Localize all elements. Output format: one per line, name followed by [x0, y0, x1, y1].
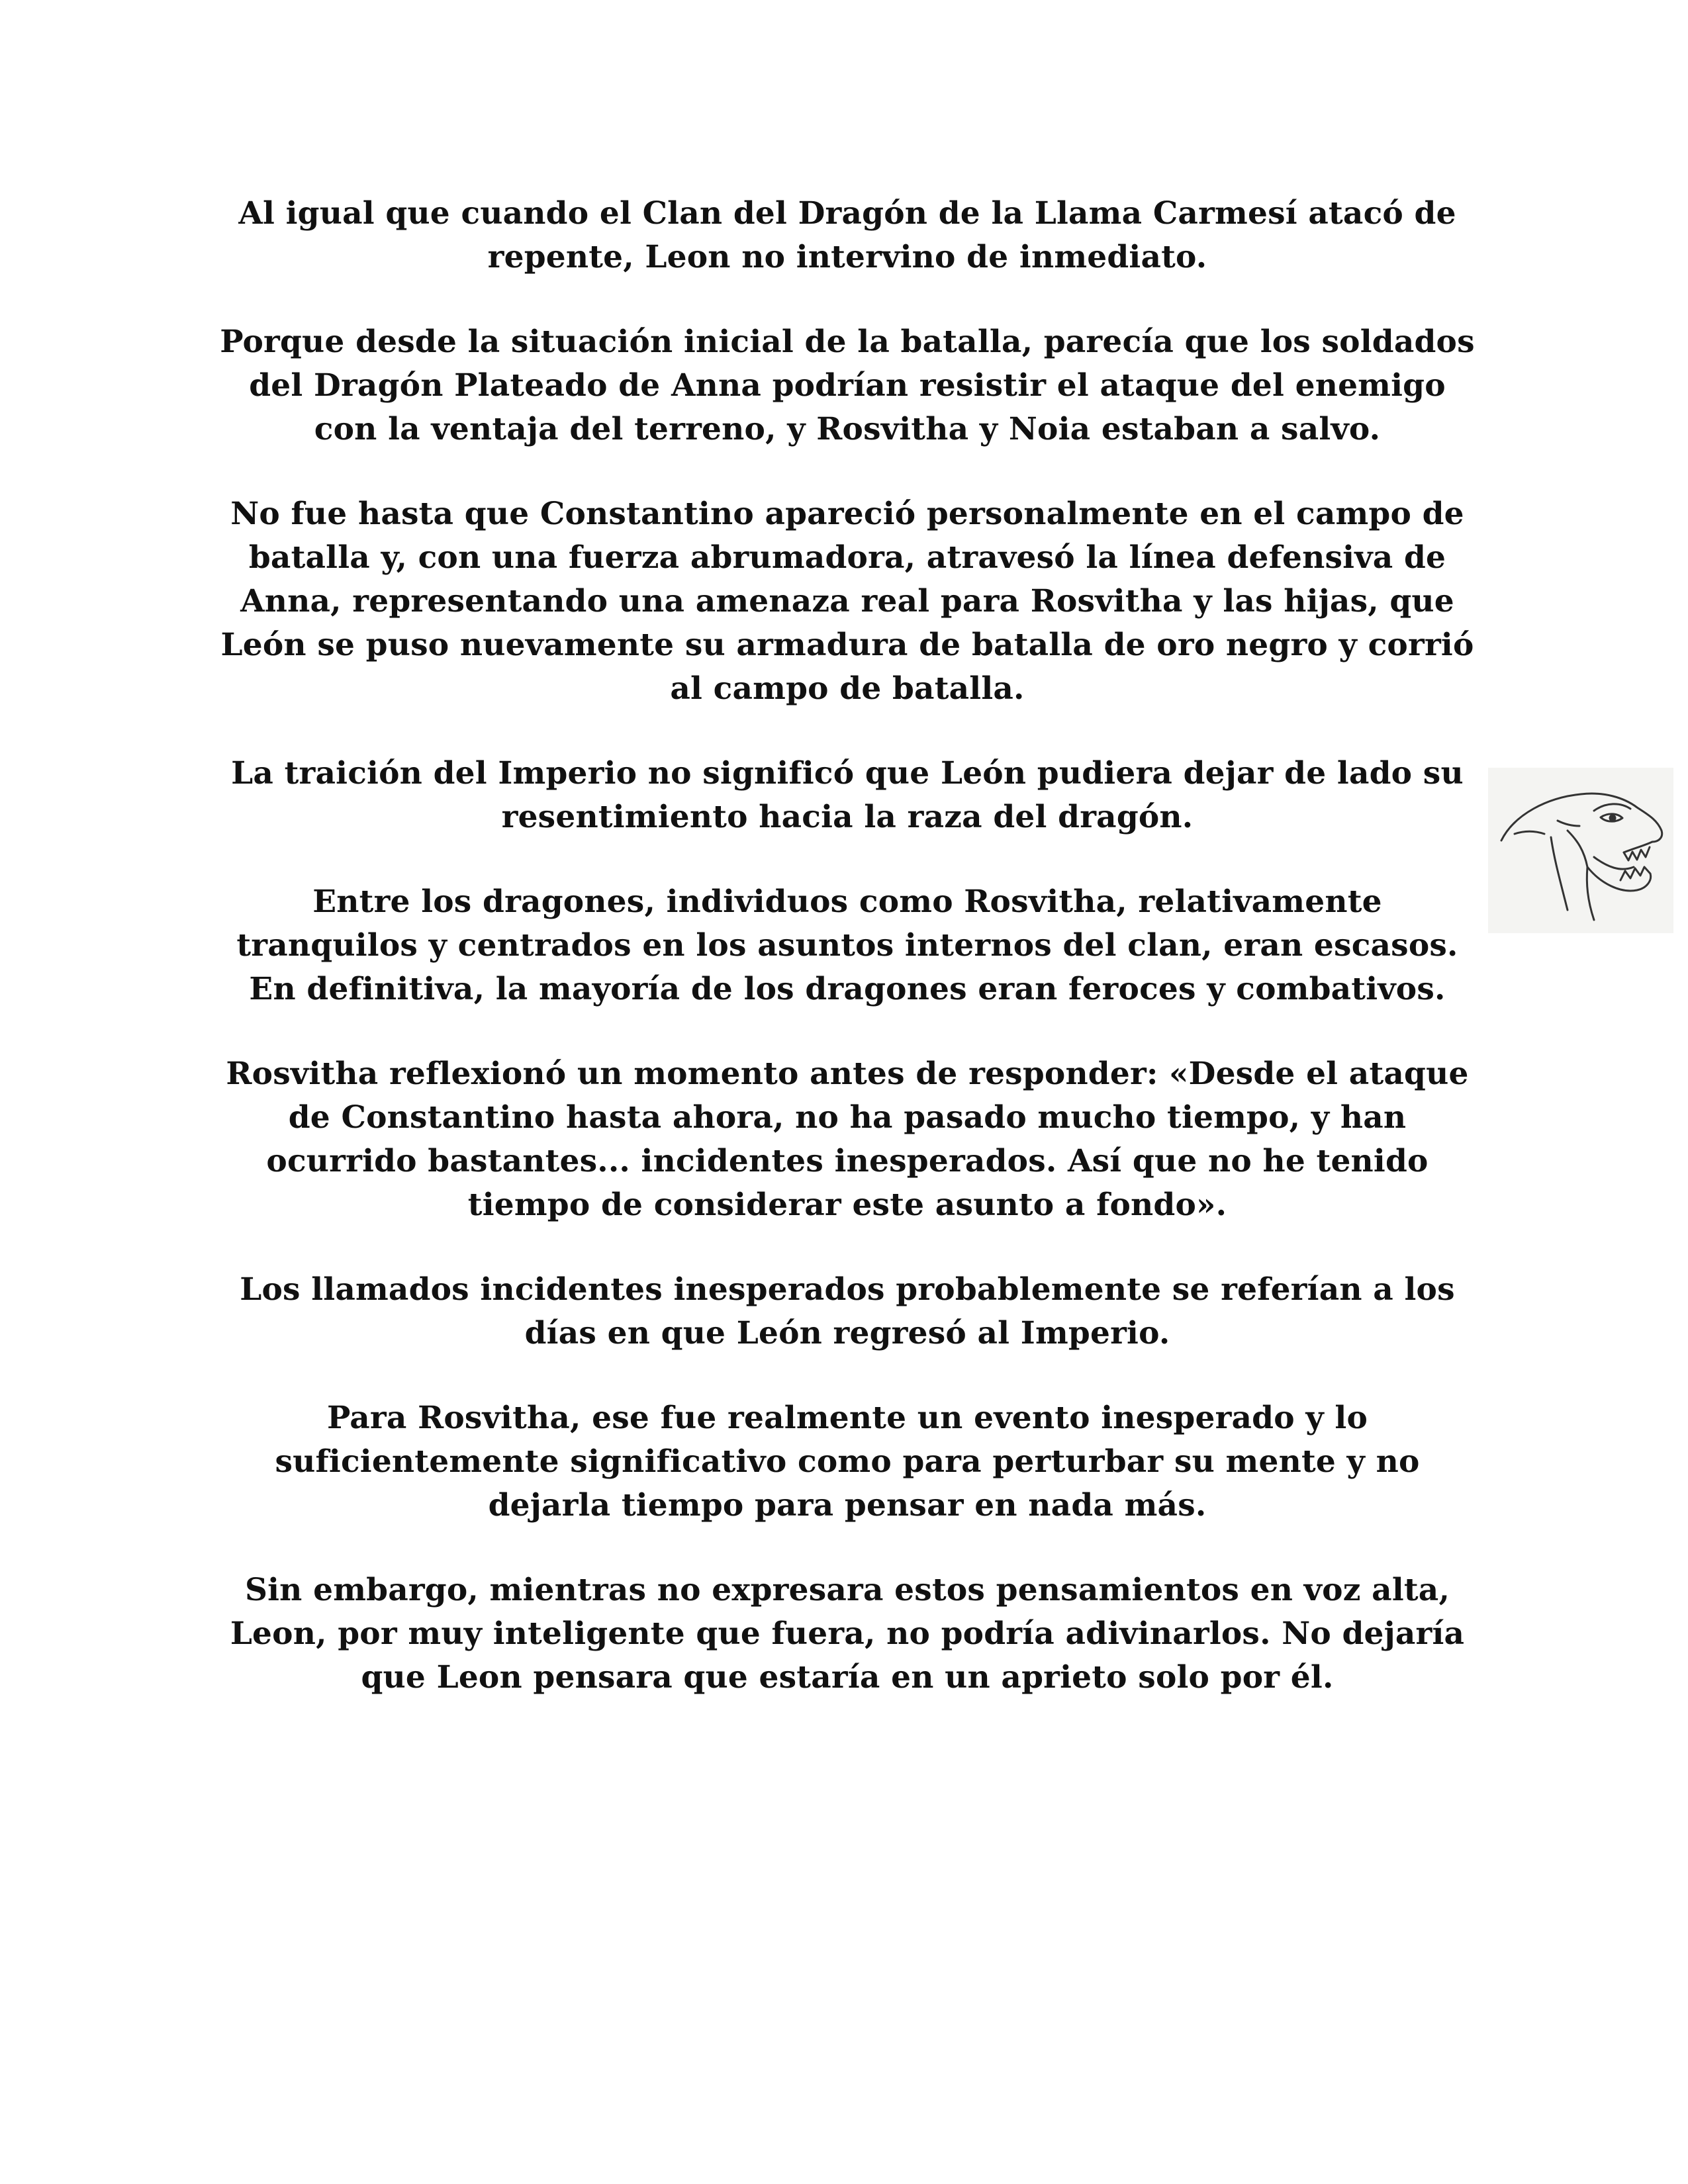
paragraph: Rosvitha reflexionó un momento antes de responder: «Desde el ataque de Constantino hasta ahora, no ha pasado mucho tiempo, y han ocurrido bastantes... incidentes inesperados. Así que no he tenido tiempo de considerar este asunto a fondo».	[226, 1056, 1469, 1223]
text-column	[218, 192, 1476, 1741]
paragraph: Sin embargo, mientras no expresara estos pensamientos en voz alta, Leon, por muy inteligente que fuera, no podría adivinarlos. No dejaría que Leon pensara que estaría en un aprieto solo por él.	[230, 1572, 1465, 1696]
paragraph: Porque desde la situación inicial de la batalla, parecía que los soldados del Dragón Plateado de Anna podrían resistir el ataque del enemigo con la ventaja del terreno, y Rosvitha y Noia estaban a salvo.	[220, 324, 1475, 447]
dinosaur-head-icon	[1488, 768, 1673, 933]
paragraph: Al igual que cuando el Clan del Dragón de la Llama Carmesí atacó de repente, Leon no intervino de inmediato.	[238, 195, 1456, 275]
paragraph: No fue hasta que Constantino apareció personalmente en el campo de batalla y, con una fuerza abrumadora, atravesó la línea defensiva de Anna, representando una amenaza real para Rosvitha y las hijas, que León se puso nuevamente su armadura de batalla de oro negro y corrió al campo de batalla.	[220, 496, 1474, 707]
paragraph: La traición del Imperio no significó que León pudiera dejar de lado su resentimiento hacia la raza del dragón.	[231, 755, 1464, 835]
paragraph: Para Rosvitha, ese fue realmente un evento inesperado y lo suficientemente significativo como para perturbar su mente y no dejarla tiempo para pensar en nada más.	[275, 1400, 1420, 1524]
paragraph: Los llamados incidentes inesperados probablemente se referían a los días en que León regresó al Imperio.	[240, 1271, 1455, 1351]
paragraph: Entre los dragones, individuos como Rosvitha, relativamente tranquilos y centrados en los asuntos internos del clan, eran escasos. En definitiva, la mayoría de los dragones eran feroces y combativos.	[236, 884, 1458, 1007]
